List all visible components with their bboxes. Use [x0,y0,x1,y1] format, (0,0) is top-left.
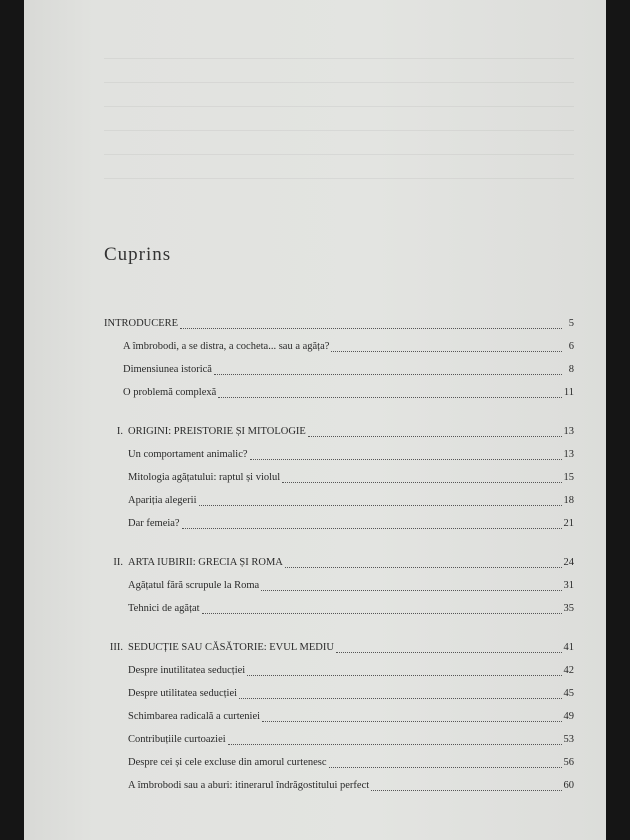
dot-leader [182,527,562,529]
dot-leader [214,373,562,375]
toc-entry-title: Agățatul fără scrupule la Roma [128,580,260,591]
dot-leader [331,350,562,352]
toc-page-number: 6 [568,341,574,352]
toc-entry-title: Schimbarea radicală a curteniei [128,711,261,722]
toc-entry-title: Contribuțiile curtoaziei [128,734,226,745]
toc-page-number: 60 [563,780,574,791]
toc-entry-row[interactable] [128,728,574,751]
toc-entry-title: Apariția alegerii [128,495,197,506]
dot-leader [329,766,562,768]
toc-entry-title: Tehnici de agățat [128,603,200,614]
dot-leader [371,789,561,791]
toc-entry-row[interactable] [128,705,574,728]
toc-section-chapter-1 [104,420,574,535]
bleed-through-line [104,58,574,59]
toc-chapter-title: ORIGINI: PREISTORIE ȘI MITOLOGIE [128,426,306,437]
toc-entry-row[interactable] [128,751,574,774]
toc-page-number: 15 [563,472,574,483]
dot-leader [262,720,561,722]
toc-entry-row[interactable] [128,682,574,705]
toc-page-number: 42 [563,665,574,676]
toc-entry-row[interactable] [128,774,574,797]
toc-page-number: 53 [563,734,574,745]
toc-page-number: 56 [563,757,574,768]
toc-entry-title: Despre inutilitatea seducției [128,665,246,676]
page-title: Cuprins [104,244,172,265]
toc-entry-title: Mitologia agățatului: raptul și violul [128,472,281,483]
dot-leader [247,674,561,676]
toc-chapter-title: INTRODUCERE [104,318,179,329]
toc-section-chapter-3 [104,636,574,797]
toc-entry-title: Despre utilitatea seducției [128,688,238,699]
toc-entry-title: A îmbrobodi sau a aburi: itinerarul îndrăgostitului perfect [128,780,370,791]
dot-leader [282,481,561,483]
toc-chapter-row[interactable] [113,551,574,574]
toc-entry-row[interactable] [128,489,574,512]
dot-leader [261,589,561,591]
toc-page-number: 49 [563,711,574,722]
dot-leader [202,612,562,614]
bleed-through-line [104,154,574,155]
bleed-through-line [104,178,574,179]
toc-entry-title: Dar femeia? [128,518,180,529]
toc-page-number: 24 [563,557,574,568]
toc-section-chapter-2 [104,551,574,620]
dot-leader [228,743,562,745]
toc-entry-title: Un comportament animalic? [128,449,248,460]
bleed-through-line [104,106,574,107]
toc-entry-row[interactable] [104,381,574,404]
toc-page-number: 21 [563,518,574,529]
toc-page-number: 41 [563,642,574,653]
bleed-through-line [104,82,574,83]
dot-leader [199,504,562,506]
toc-entry-title: A îmbrobodi, a se distra, a cocheta... sau a agăța? [123,341,330,352]
toc-page-number: 11 [563,387,574,398]
toc-page-number: 31 [563,580,574,591]
toc-page-number: 45 [563,688,574,699]
dot-leader [218,396,562,398]
toc-entry-row[interactable] [128,512,574,535]
bleed-through-line [104,130,574,131]
dot-leader [250,458,562,460]
dot-leader [285,566,562,568]
table-of-contents [104,312,574,813]
toc-chapter-title: SEDUCȚIE SAU CĂSĂTORIE: EVUL MEDIU [128,642,334,653]
dot-leader [180,327,562,329]
dot-leader [308,435,562,437]
book-page [24,0,606,840]
toc-entry-row[interactable] [128,574,574,597]
chapter-number: I. [116,426,123,437]
toc-page-number: 35 [563,603,574,614]
toc-page-number: 8 [568,364,574,375]
toc-page-number: 5 [568,318,574,329]
dot-leader [239,697,561,699]
toc-chapter-title: ARTA IUBIRII: GRECIA ȘI ROMA [128,557,283,568]
toc-chapter-row[interactable] [116,420,574,443]
toc-section-intro [104,312,574,404]
chapter-number: II. [113,557,123,568]
toc-entry-row[interactable] [104,358,574,381]
chapter-number: III. [109,642,123,653]
toc-entry-title: Despre cei și cele excluse din amorul curtenesc [128,757,327,768]
toc-chapter-row[interactable] [104,312,574,335]
toc-entry-row[interactable] [104,335,574,358]
toc-entry-title: O problemă complexă [123,387,217,398]
toc-entry-row[interactable] [128,443,574,466]
dot-leader [336,651,562,653]
toc-page-number: 18 [563,495,574,506]
toc-entry-row[interactable] [128,597,574,620]
toc-entry-row[interactable] [128,466,574,489]
toc-page-number: 13 [563,426,574,437]
toc-chapter-row[interactable] [109,636,574,659]
toc-page-number: 13 [563,449,574,460]
toc-entry-title: Dimensiunea istorică [123,364,212,375]
toc-entry-row[interactable] [128,659,574,682]
